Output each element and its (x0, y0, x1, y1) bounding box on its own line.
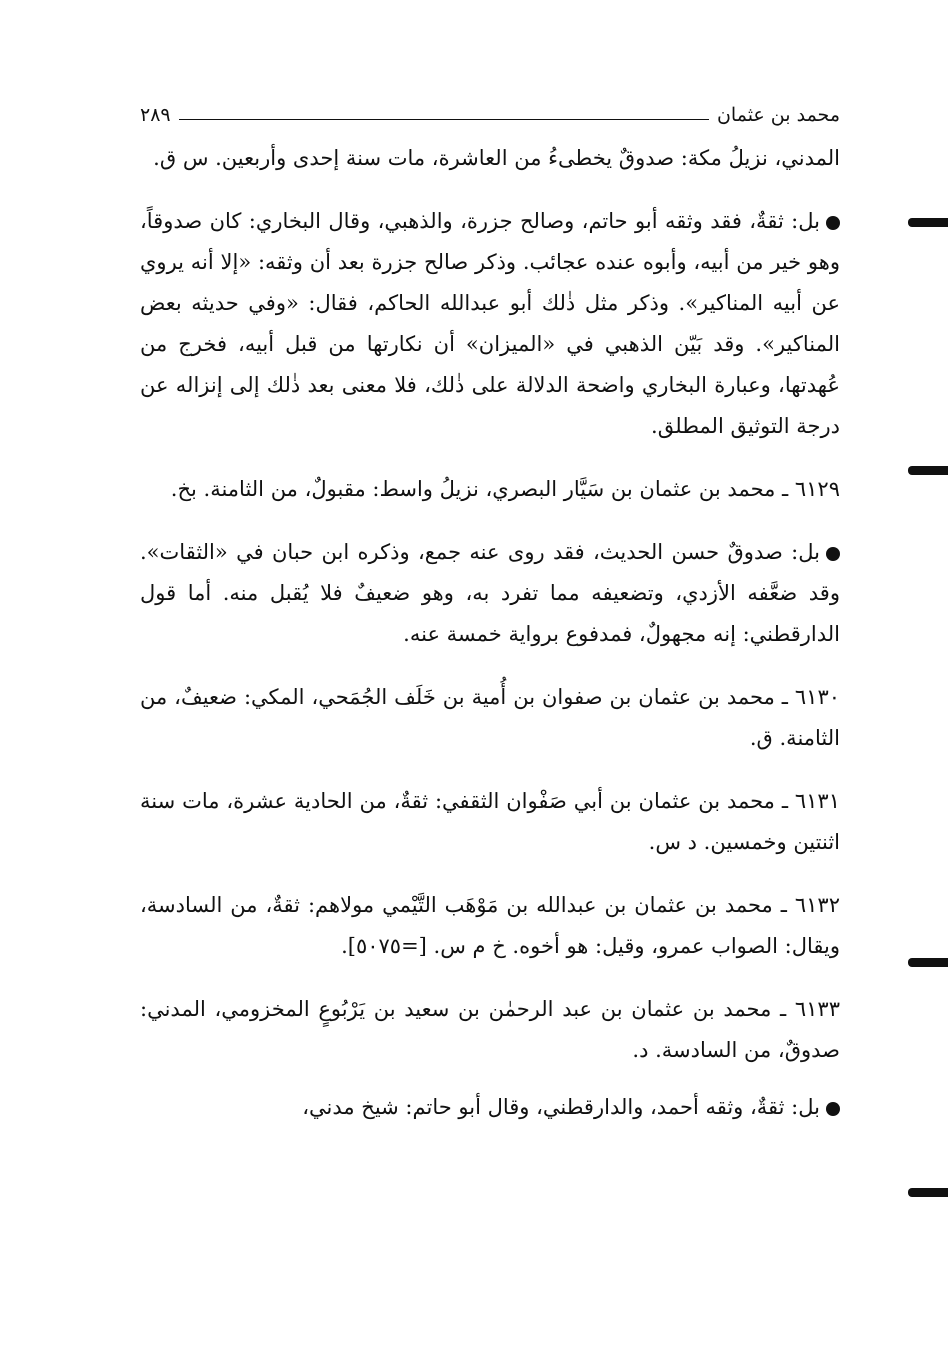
paragraph-text: بل: ثقةٌ، فقد وثقه أبو حاتم، وصالح جزرة، والذهبي، وقال البخاري: كان صدوقاً، وهو خير من أبيه، وأبوه عنده عجائب. وذكر صالح جزرة بعد أن وثقه: «إلا أنه يروي عن أبيه المناكير». وذكر مثل ذٰلك أبو عبدالله الحاكم، فقال: «وفي حديثه بعض المناكير». وقد بَيّن الذهبي في «الميزان» أن نكارتها من قبل أبيه، فخرج من عُهدتها، وعبارة البخاري واضحة الدلالة على ذٰلك، فلا معنى بعد ذٰلك إلى إنزاله عن درجة التوثيق المطلق. (140, 209, 840, 438)
paragraph-text: بل: ثقةٌ، وثقه أحمد، والدارقطني، وقال أبو حاتم: شيخ مدني، (302, 1095, 820, 1119)
paragraph-text: ٦١٢٩ ـ محمد بن عثمان بن سَيَّار البصري، نزيلُ واسط: مقبولٌ، من الثامنة. بخ. (170, 477, 840, 501)
paragraph-comment (140, 201, 840, 447)
paragraph-comment (140, 1087, 840, 1128)
paragraph-text: ٦١٣٢ ـ محمد بن عثمان بن عبدالله بن مَوْهَب التَّيْمي مولاهم: ثقةٌ، من السادسة، ويقال: الصواب عمرو، وقيل: هو أخوه. خ م س. [=٥٠٧٥]. (140, 893, 840, 958)
page-header (140, 96, 840, 126)
running-title: محمد بن عثمان (716, 104, 840, 126)
page-number: ٢٨٩ (140, 104, 171, 126)
paragraph-text: ٦١٣٠ ـ محمد بن عثمان بن صفوان بن أُمية بن خَلَف الجُمَحي، المكي: ضعيفٌ، من الثامنة. ق. (140, 685, 841, 750)
paragraph-comment (140, 532, 840, 655)
bullet-icon (826, 216, 840, 230)
paragraph-text: ٦١٣٣ ـ محمد بن عثمان بن عبد الرحمٰن بن سعيد بن يَرْبُوعٍ المخزومي، المدني: صدوقٌ، من السادسة. د. (140, 997, 840, 1062)
paragraph-entry-6130 (140, 677, 840, 759)
page-body (140, 138, 840, 1150)
paragraph-entry-6131 (140, 781, 840, 863)
margin-mark (908, 1188, 948, 1197)
paragraph-entry-6129 (140, 469, 840, 510)
margin-mark (908, 958, 948, 967)
bullet-icon (826, 1102, 840, 1116)
margin-mark (908, 218, 948, 227)
paragraph-entry-6133 (140, 989, 840, 1071)
paragraph-text: ٦١٣١ ـ محمد بن عثمان بن أبي صَفْوان الثقفي: ثقةٌ، من الحادية عشرة، مات سنة اثنتين وخمسين. د س. (140, 789, 840, 854)
bullet-icon (826, 547, 840, 561)
margin-mark (908, 466, 948, 475)
header-rule (179, 119, 709, 120)
paragraph-text: المدني، نزيلُ مكة: صدوقٌ يخطىءُ من العاشرة، مات سنة إحدى وأربعين. س ق. (153, 146, 840, 170)
paragraph-continuation (140, 138, 840, 179)
paragraph-text: بل: صدوقٌ حسن الحديث، فقد روى عنه جمع، وذكره ابن حبان في «الثقات». وقد ضعَّفه الأزدي، وتضعيفه مما تفرد به، وهو ضعيفٌ فلا يُقبل منه. أما قول الدارقطني: إنه مجهولٌ، فمدفوع برواية خمسة عنه. (140, 540, 840, 646)
paragraph-entry-6132 (140, 885, 840, 967)
